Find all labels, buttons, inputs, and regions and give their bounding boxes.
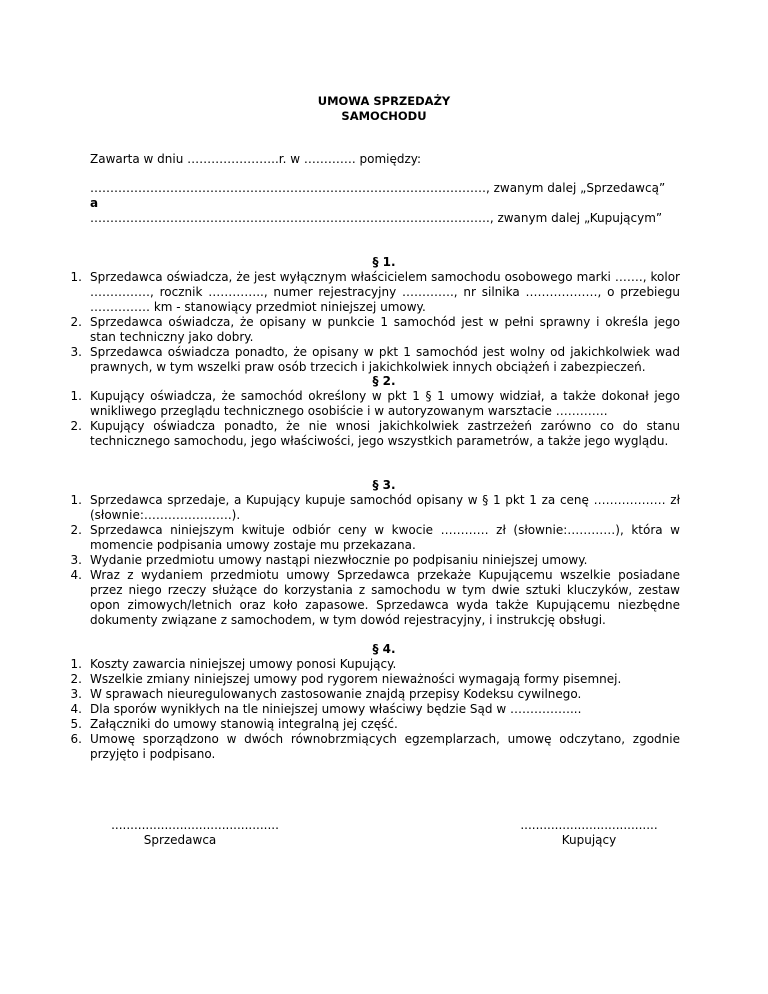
item-number: 1. [70,270,82,284]
buyer-signature-line: .................................... [520,818,658,832]
item-text: Dla sporów wynikłych na tle niniejszej umowy właściwy będzie Sąd w ……………... [90,702,582,716]
item-text: Kupujący oświadcza, że samochód określony w pkt 1 § 1 umowy widział, a także dokonał jego wnikliwego przeglądu technicznego osobiście i w autoryzowanym warsztacie …………. [90,389,680,418]
item-number: 5. [70,717,82,731]
seller-signature-line: ............................................ [111,818,279,832]
list-item [0,702,680,717]
section-4-list [0,657,680,762]
buyer-signature-label: Kupujący [561,833,617,847]
item-text: Sprzedawca oświadcza ponadto, że opisany w pkt 1 samochód jest wolny od jakichkolwiek wad prawnych, w tym wszelki praw osób trzecich i jakichkolwiek innych obciążeń i zabezpieczeń. [90,345,680,374]
item-text: Wszelkie zmiany niniejszej umowy pod rygorem nieważności wymagają formy pisemnej. [90,672,622,686]
section-4-heading: § 4. [372,642,396,656]
item-text: Wraz z wydaniem przedmiotu umowy Sprzedawca przekaże Kupującemu wszelkie posiadane przez niego rzeczy służące do korzystania z samochodu w tym dwie sztuki kluczyków, zestaw opon zimowych/letnich oraz koło zapasowe. Sprzedawca wyda także Kupującemu niezbędne dokumenty związane z samochodem, w tym dowód rejestracyjny, i instrukcję obsługi. [90,568,680,627]
list-item [0,672,680,687]
item-number: 4. [70,702,82,716]
section-1-heading: § 1. [372,255,396,269]
list-item [0,523,680,553]
item-number: 3. [70,345,82,359]
and-conjunction: a [90,196,99,210]
item-number: 3. [70,687,82,701]
item-number: 1. [70,657,82,671]
item-text: Wydanie przedmiotu umowy nastąpi niezwłocznie po podpisaniu niniejszej umowy. [90,553,588,567]
list-item [0,687,680,702]
buyer-line: ………………………………………………………………………………………., zwanym dalej „Kupującym” [90,211,663,225]
list-item [0,657,680,672]
list-item [0,315,680,345]
list-item [0,493,680,523]
item-text: Sprzedawca oświadcza, że opisany w punkcie 1 samochód jest w pełni sprawny i określa jego stan techniczny jako dobry. [90,315,680,344]
item-number: 4. [70,568,82,582]
list-item [0,568,680,628]
item-number: 1. [70,493,82,507]
section-2-list [0,389,680,449]
list-item [0,419,680,449]
item-text: W sprawach nieuregulowanych zastosowanie znajdą przepisy Kodeksu cywilnego. [90,687,582,701]
item-number: 2. [70,523,82,537]
item-number: 3. [70,553,82,567]
document-title-line1: UMOWA SPRZEDAŻY [317,94,451,108]
item-number: 1. [70,389,82,403]
item-text: Załączniki do umowy stanowią integralną jej część. [90,717,398,731]
seller-line: ………………………………………………………………………………………, zwanym dalej „Sprzedawcą” [90,181,666,195]
list-item [0,389,680,419]
item-number: 6. [70,732,82,746]
intro-concluded: Zawarta w dniu …………………..r. w …………. pomiędzy: [90,152,422,166]
item-text: Koszty zawarcia niniejszej umowy ponosi Kupujący. [90,657,397,671]
item-number: 2. [70,315,82,329]
list-item [0,732,680,762]
list-item [0,270,680,315]
document-title-line2: SAMOCHODU [341,109,427,123]
item-text: Sprzedawca sprzedaje, a Kupujący kupuje samochód opisany w § 1 pkt 1 za cenę ……………… zł (słownie:………………….). [90,493,680,522]
section-3-list [0,493,680,628]
item-text: Kupujący oświadcza ponadto, że nie wnosi jakichkolwiek zastrzeżeń zarówno co do stanu technicznego samochodu, jego właściwości, jego wszystkich parametrów, a także jego wyglądu. [90,419,680,448]
item-text: Sprzedawca niniejszym kwituje odbiór ceny w kwocie ………… zł (słownie:…………), która w momencie podpisania umowy zostaje mu przekazana. [90,523,680,552]
list-item [0,345,680,375]
seller-signature-label: Sprzedawca [143,833,217,847]
list-item [0,553,680,568]
item-number: 2. [70,672,82,686]
section-3-heading: § 3. [372,478,396,492]
list-item [0,717,680,732]
section-1-list [0,270,680,375]
item-text: Umowę sporządzono w dwóch równobrzmiących egzemplarzach, umowę odczytano, zgodnie przyjęto i podpisano. [90,732,680,761]
section-2-heading: § 2. [372,374,396,388]
item-number: 2. [70,419,82,433]
item-text: Sprzedawca oświadcza, że jest wyłącznym właścicielem samochodu osobowego marki ……., kolor ……………, rocznik ………….., numer rejestracyjny …………., nr silnika ………………, o przebiegu …………… km - stanowiący przedmiot niniejszej umowy. [90,270,680,314]
